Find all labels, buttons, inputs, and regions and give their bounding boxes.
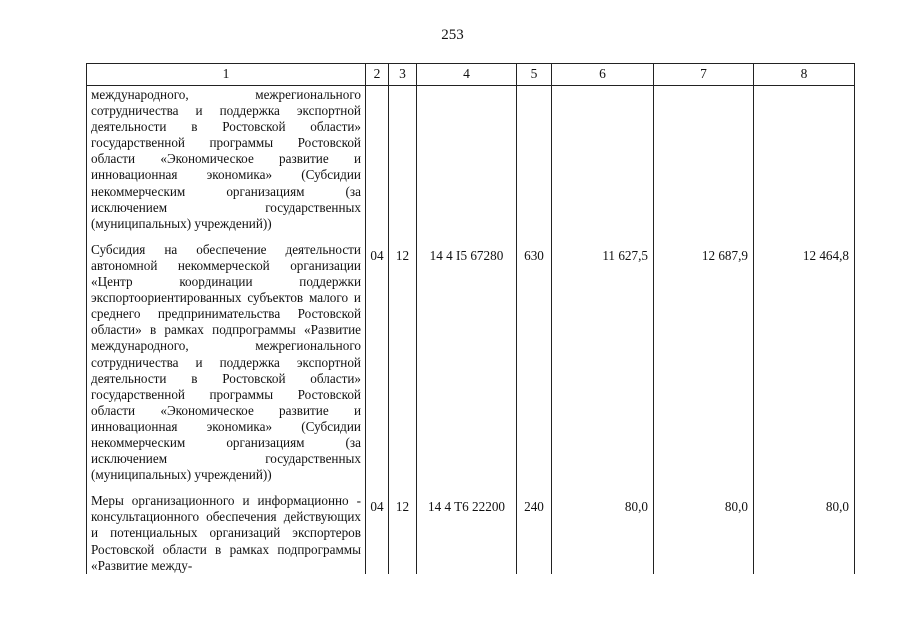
col-header-8: 8 bbox=[754, 64, 855, 86]
row-subsection: 12 bbox=[389, 240, 417, 491]
row-amount-1: 11 627,5 bbox=[552, 240, 654, 491]
budget-table bbox=[86, 63, 855, 574]
row-amount-3 bbox=[754, 86, 855, 240]
col-header-2: 2 bbox=[366, 64, 389, 86]
row-description: Меры организационного и информационно - консультационного обеспечения действующих и потенциальных организаций экспортеров Ростовской области в рамках подпрограммы «Развитие между- bbox=[87, 491, 366, 573]
row-amount-1 bbox=[552, 86, 654, 240]
row-subsection: 12 bbox=[389, 491, 417, 573]
row-amount-3: 12 464,8 bbox=[754, 240, 855, 491]
row-expense-type: 240 bbox=[517, 491, 552, 573]
row-description: международного, межрегионального сотрудничества и поддержка экспортной деятельности в Ростовской области» государственной программы Ростовской области «Экономическое развитие и инновационная экономика» (Субсидии некоммерческим организациям (за исключением государственных (муниципальных) учреждений)) bbox=[87, 86, 366, 240]
row-description: Субсидия на обеспечение деятельности автономной некоммерческой организации «Центр координации поддержки экспортоориентированных субъектов малого и среднего предпринимательства Ростовской области» в рамках подпрограммы «Развитие международного, межрегионального сотрудничества и поддержка экспортной деятельности в Ростовской области» государственной программы Ростовской области «Экономическое развитие и инновационная экономика» (Субсидии некоммерческим организациям (за исключением государственных (муниципальных) учреждений)) bbox=[87, 240, 366, 491]
table-row bbox=[87, 491, 855, 573]
row-amount-3: 80,0 bbox=[754, 491, 855, 573]
row-section: 04 bbox=[366, 491, 389, 573]
col-header-6: 6 bbox=[552, 64, 654, 86]
col-header-5: 5 bbox=[517, 64, 552, 86]
header-row bbox=[87, 64, 855, 86]
table-row bbox=[87, 86, 855, 240]
row-expense-type: 630 bbox=[517, 240, 552, 491]
table-row bbox=[87, 240, 855, 491]
row-amount-2: 12 687,9 bbox=[654, 240, 754, 491]
row-target-article: 14 4 I5 67280 bbox=[417, 240, 517, 491]
row-amount-2 bbox=[654, 86, 754, 240]
row-target-article: 14 4 T6 22200 bbox=[417, 491, 517, 573]
col-header-1: 1 bbox=[87, 64, 366, 86]
col-header-4: 4 bbox=[417, 64, 517, 86]
row-expense-type bbox=[517, 86, 552, 240]
col-header-3: 3 bbox=[389, 64, 417, 86]
row-amount-2: 80,0 bbox=[654, 491, 754, 573]
row-subsection bbox=[389, 86, 417, 240]
row-target-article bbox=[417, 86, 517, 240]
row-amount-1: 80,0 bbox=[552, 491, 654, 573]
row-section bbox=[366, 86, 389, 240]
page-number: 253 bbox=[441, 27, 464, 43]
col-header-7: 7 bbox=[654, 64, 754, 86]
row-section: 04 bbox=[366, 240, 389, 491]
